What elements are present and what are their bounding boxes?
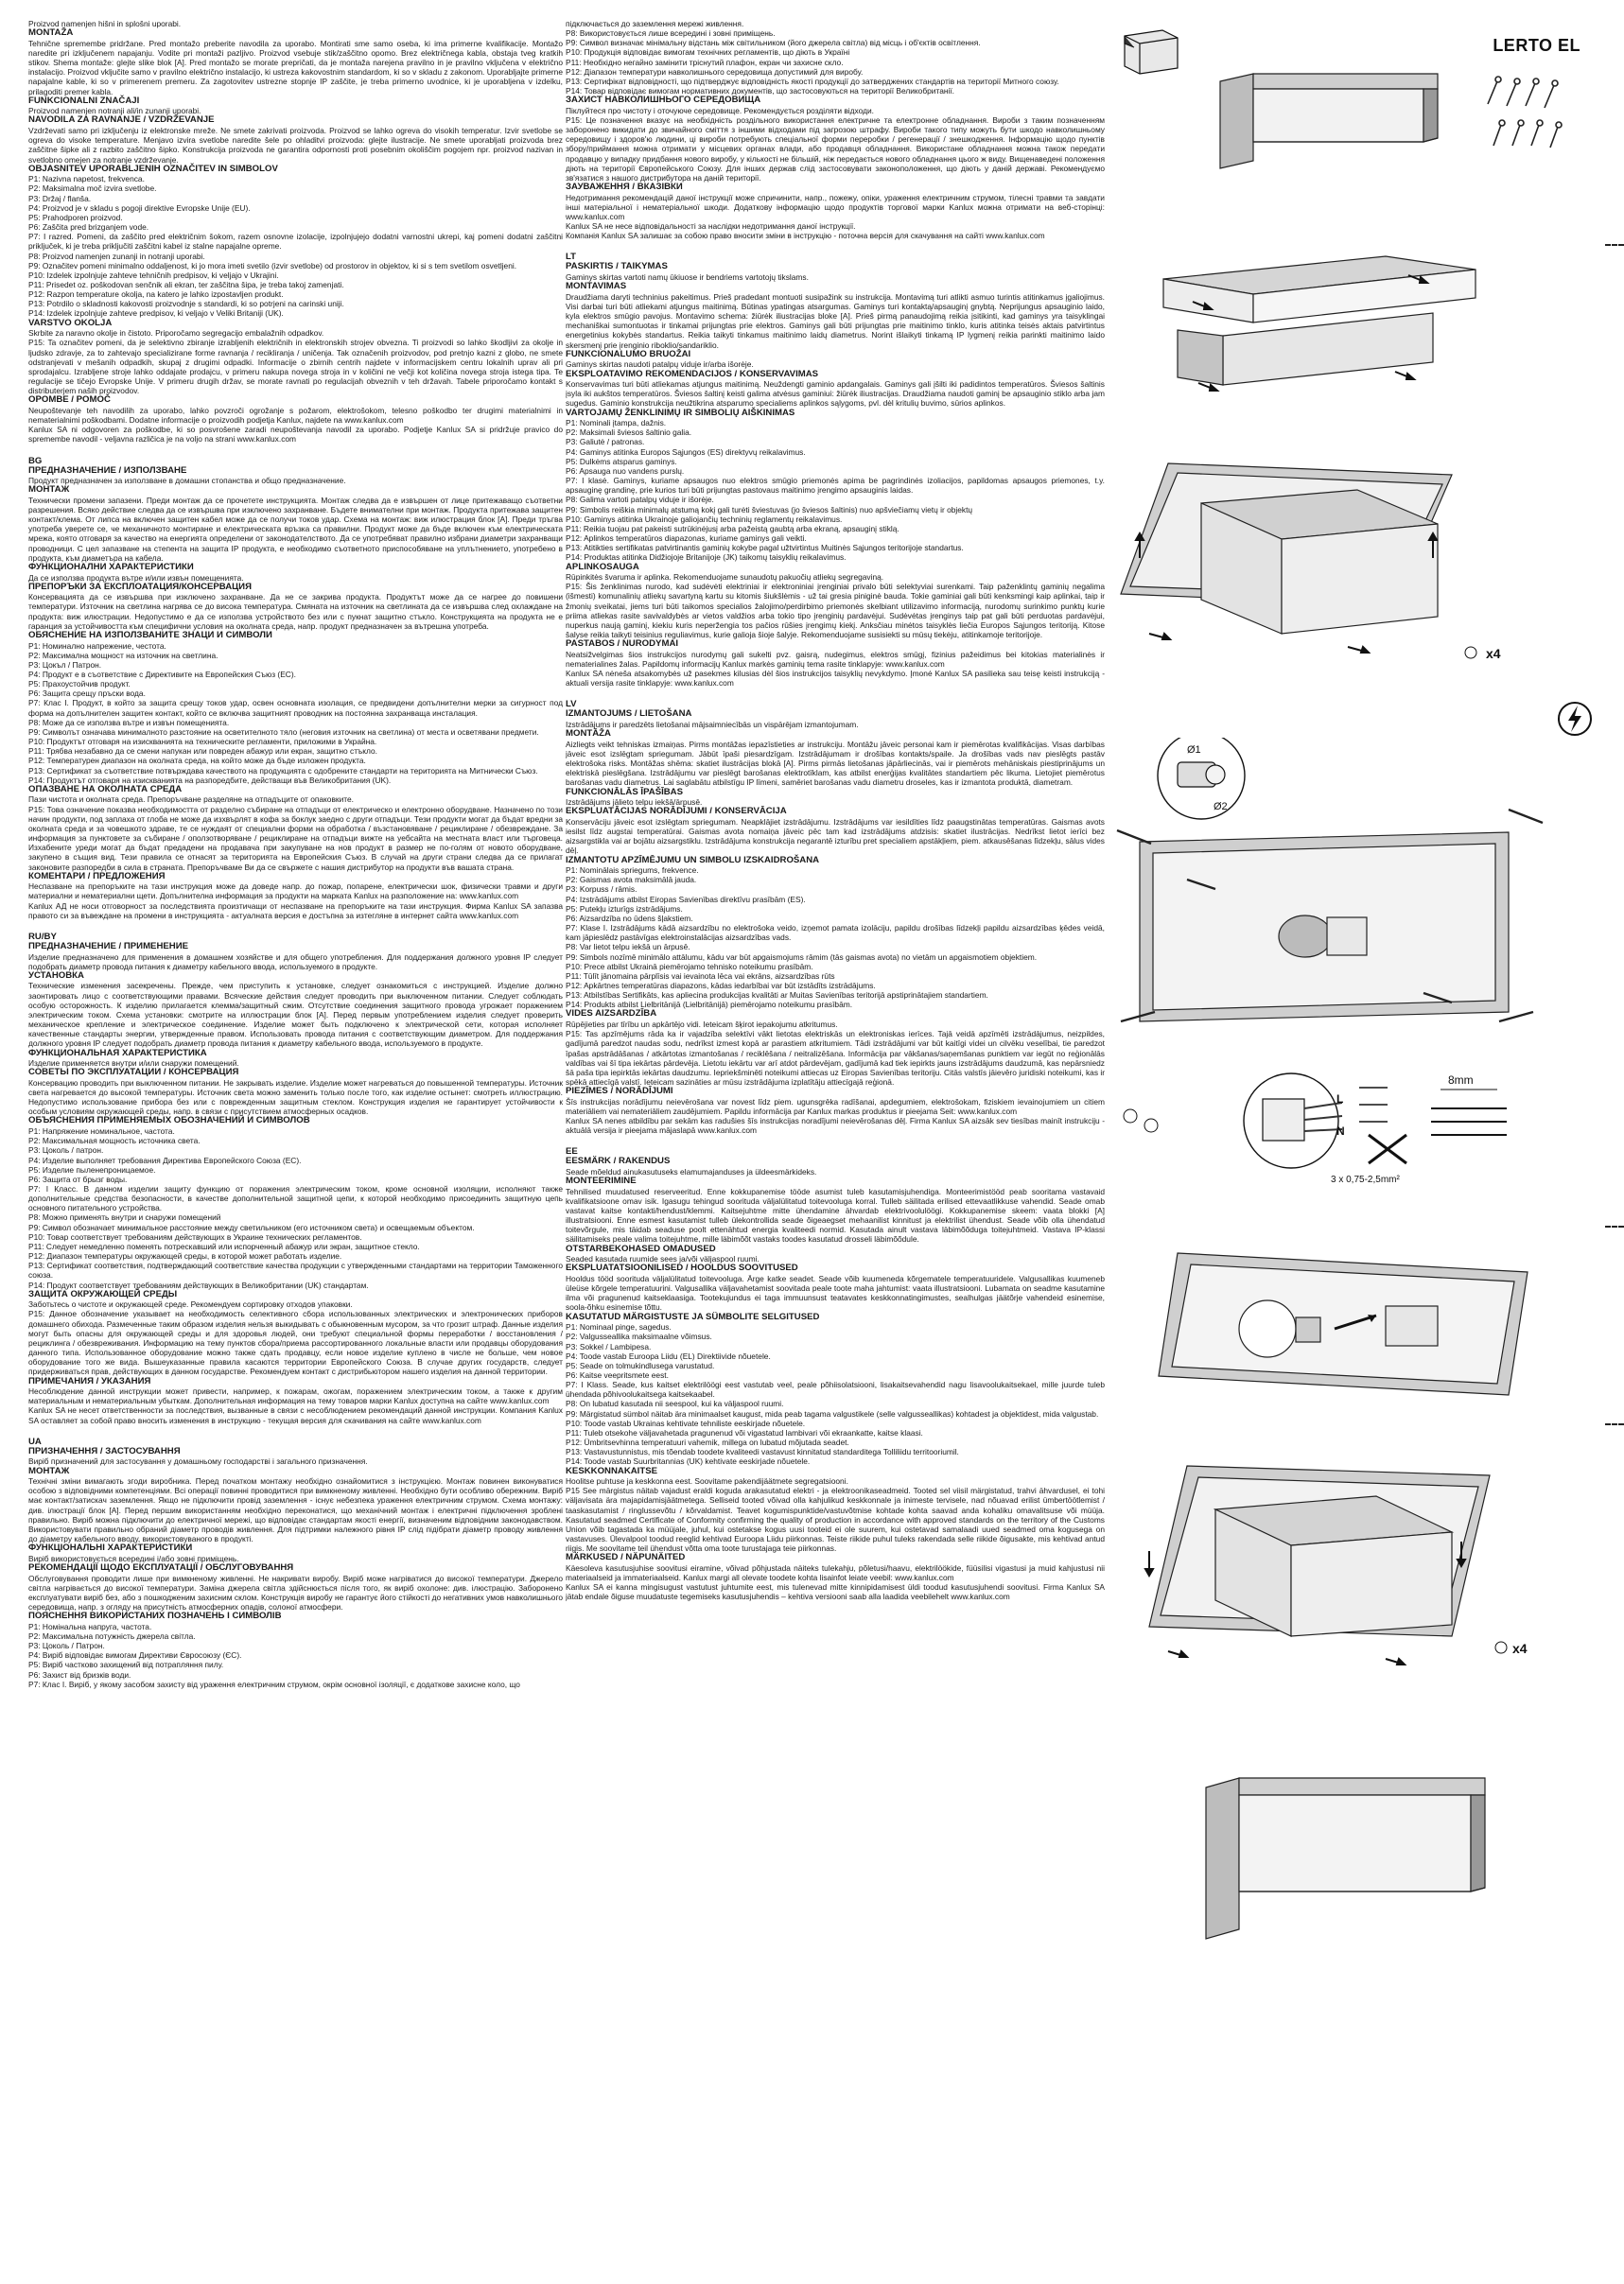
section-heading: KASUTATUD MÄRGISTUSTE JA SÜMBOLITE SELGITUSED: [566, 1311, 820, 1322]
section-heading: PASKIRTIS / TAIKYMAS: [566, 261, 668, 272]
section-heading: KESKKONNAKAITSE: [566, 1465, 658, 1476]
product-box-icon: [1125, 30, 1178, 74]
section-body: Izstrādājums ir paredzēts lietošanai mājsaimniecībās un vispārējam izmantojumam.: [566, 720, 859, 729]
section-body: Изделие применяется внутри и/или снаружи помещений.: [28, 1058, 239, 1069]
instruction-section: [28, 1377, 563, 1425]
section-heading: ФУНКЦИОНАЛЬНАЯ ХАРАКТЕРИСТИКА: [28, 1047, 207, 1058]
section-heading: IZMANTOJUMS / LIETOŠANA: [566, 708, 692, 720]
section-body: Rūpinkitės švaruma ir aplinka. Rekomenduojame sunaudotų pakuočių atliekų segregaviną. P15: Šis ženklinimas nurodo, kad sudėvėti elektriniai ir elektroniniai įrenginiai privalo būti selektyviai surenkami. Taip paženklintų gaminių negalima (išmesti) komunalinių atliekų savartyną kartu su kitomis šiukšlėmis - už tai gresia piniginė bauda. Tokie gaminiai gali būti kenksmingi kaip aplinkai, taip ir žmonių sveikatai, jiems turi būti taikomos specialios žalojimo/perdirbimo priemonės skelbiant utilizavimo informaciją, nurodomų surinkimo punktų kurie priima atliekas rasite savivaldybės ar vietos valdžios arba tokio tipo įrenginių pardavėjui. Sudėvėtas įrenginys taip pat gali būti perduotas pardavėjui, nuperkus naują gaminį, kiekiu kuris neperžengia tos pačios rūšies įrengimų kiekį. Anksčiau minėtos taisyklės liečia Europos Sąjungos teritoriją. Kitose šalyse reikia taikyti teisinius reguliavimus, kurie galioja šioje šalyje. Rekomenduojame susisiekti su mūsų tiekėju, atitinkamoje teritorijoje.: [566, 572, 1105, 640]
gland-diameter-1: Ø1: [1187, 744, 1201, 756]
language-code: LV: [566, 699, 577, 710]
diffuser-removal-figure: [1111, 445, 1624, 671]
instruction-section: [28, 319, 563, 396]
section-heading: EKSPLOATAVIMO REKOMENDACIJOS / KONSERVAVIMAS: [566, 368, 819, 379]
section-heading: ПОЯСНЕННЯ ВИКОРИСТАНИХ ПОЗНАЧЕНЬ І СИМВОЛІВ: [28, 1611, 282, 1622]
terminal-neutral-label: N: [1336, 1125, 1345, 1138]
instruction-section: [566, 370, 1105, 409]
instruction-section: [566, 563, 1105, 640]
section-heading: ОБЪЯСНЕНИЯ ПРИМЕНЯЕМЫХ ОБОЗНАЧЕНИЙ И СИМВОЛОВ: [28, 1115, 310, 1126]
instruction-section: [28, 971, 563, 1049]
section-body: Виріб використовується всередині і/або зовні приміщень.: [28, 1553, 239, 1563]
section-heading: MONTEERIMINE: [566, 1176, 637, 1187]
screw-count-label: x4: [1486, 646, 1501, 661]
section-body: Технические изменения засекречены. Прежде, чем приступить к установке, следует ознакомиться с инструкцией. Изделие должно заонтировать лицо с соответствующими правами. Всяческие действия следует проводить при выключенном питании. Следует соблюдать особую осторожность. К изделию прилагается клемма/защитный сжим. Отсутствие соединения защитного провода угрожает поражением электрическим током. Схема установки: смотрите на иллюстрации блок [A]. Перед первым употреблением изделия следует проверить механическое крепление и электрическое соединение. Изделие может быть подключено к электрической сети, которая исполняет качественные стандарты энергии, утвержденные правом. Использовать провода питания с соответствующим диаметром. Для поддержания должного уровня IP следует подобрать диаметр провода питания к диаметру кабельного ввода, используемого в продукте.: [28, 981, 563, 1049]
section-body: Изделие предназначено для применения в домашнем хозяйстве и для общего употребления. Для поддержания должного уровня IP следует подобрать диаметр провода питания к диаметру кабельного ввода, используемого в продукте.: [28, 951, 563, 971]
section-body: P1: Nominali įtampa, dažnis. P2: Maksimali šviesos šaltinio galia. P3: Galiutė / patronas. P4: Gaminys atitinka Europos Sąjungos (ES) direktyvų reikalavimus. P5: Dulkėms atsparus gaminys. P6: Apsauga nuo vandens purslų. P7: I klasė. Gaminys, kuriame apsaugos nuo elektros smūgio priemonės apima be pagrindinės izoliacijos, papildomas apsaugos priemones, t.y. apsauginę grandinę, prie kurios turi būti prijungtas pastovaus maitinimo įrengimo apsauginis laidas. P8: Galima vartoti patalpų viduje ir išorėje. P9: Simbolis reiškia minimalų atstumą kokį gali turėti šviestuvas (jo šviesos šaltinis) nuo apšviečiamų vietų ir objektų P10: Gaminys atitinka Ukrainoje galiojančių techninių reglamentų reikalavimus. P11: Reikia tuojau pat pakeisti sutrūkinėjusį arba pažeistą gaubtą arba ekraną, apsauginį stiklą. P12: Aplinkos temperatūros diapazonas, kuriame gaminys gali veikti. P13: Atitikties sertifikatas patvirtinantis gaminių kokybe pagal užtvirtintus Muitinės Sąjungos teritorijoje standartus. P14: Produktas atitinka Didžiojoje Britanijoje (JK) taikomų taisyklių reikalavimus.: [566, 418, 1105, 563]
section-body: Vzdrževati samo pri izključenju iz elektronske mreže. Ne smete zakrivati proizvoda. Proizvod se lahko ogreva do visokih temperatur. Izvir svetlobe se ogreva do visoke temperature. Menjavo izvira svetlobe naredite šele po ohladitvi proizvoda: glejte ilustracije. Ne smete uporabljati proizvoda brez zaščitne šipke ali z razbito zaščitno šipko. Konstrukcija proizvoda ne garantira odpornosti proti posebnim okoliščim pogojem npr. proizvod nazivan in svetlobno omejen za notranje vzdrževanje.: [28, 126, 563, 165]
section-body: Консервацията да се извършва при изключено захранване. Да не се закрива продукта. Продуктът може да се нагрее до повишени температури. Източник на светлина нагрява се до висока температура. Смяната на източник на светлината да се извършва след охлаждане на продукта: виж илюстрации. Недопустимо е да се използва устройството без или с пукнат защитно стъкло. Конструкцията на продукта не е гаранция за устойчивостта към специфични условия на околната среда, напр. продукт предназначен за вътрешна употреба.: [28, 592, 563, 631]
section-heading: PIEZĪMES / NORĀDĪJUMI: [566, 1086, 673, 1097]
section-body: P1: Nominaal pinge, sagedus. P2: Valgusseallika maksimaalne võimsus. P3: Sokkel / Lambipesa. P4: Toode vastab Euroopa Liidu (EL) Direktiivide nõuetele. P5: Seade on tolmukindlusega varustatud. P6: Kaitse veepritsmete eest. P7: I Klass. Seade, kus kaitset elektrilöögi eest vastutab veel, peale põhiisolatsiooni, lisakaitsevahendid nagu lisavoolukaitsekael, mille juurde tuleb ühendada põhivoolukaitsega kaitsekaabel. P8: On lubatud kasutada nii seespool, kui ka väljaspool ruumi. P9: Märgistatud sümbol näitab ära minimaalset kaugust, mida peab tagama valgustikele (selle valgusseallikas) kohtadest ja objektidest, mida valgustab. P10: Toode vastab Ukrainas kehtivate tehniliste eeskirjade nõuetele. P11: Tuleb otsekohe väljavahetada pragunenud või vigastatud lambivari või ekraankatte, kaitse klaasi. P12: Ümbritsevhinna temperatuuri vahemik, millega on lubatud mõjutada seadet. P13: Vastavustunnistus, mis tõendab toodete kvaliteedi vastavust kinnitatud standarditega Tolliliidu territooriumil. P14: Toode vastab Suurbritannias (UK) kehtivate eeskirjade nõuetele.: [566, 1322, 1105, 1467]
illustration-column: [1111, 0, 1624, 2284]
instruction-section: [28, 583, 563, 631]
bulb-icons: [1124, 1109, 1158, 1132]
instruction-section: [566, 788, 1105, 808]
instruction-section: [28, 1447, 563, 1467]
section-body: Konservāciju jāveic esot izslēgtam spriegumam. Neapklājiet izstrādājumu. Izstrādājums var iesildīties līdz paaugstinātas temperatūras. Gaismas avots iesilst līdz augstai temperatūrai. Gaismas avota nomaiņa jāveic pēc tam kad izstrādājums atdzisis: skatiet ilustrācijas. Nedrīkst lietot ierīci bez aizsargstikla vai ar bojātu aizsargstiklu. Izstrādājuma konstrukcija negarantē izturību pret specialiem apstākļiem, piem. atkausēšanas līdzekļu, sālus vides dēļ.: [566, 816, 1105, 856]
section-heading: OPOMBE / POMOČ: [28, 394, 111, 406]
section-heading: СОВЕТЫ ПО ЭКСПЛУАТАЦИИ / КОНСЕРВАЦИЯ: [28, 1067, 239, 1078]
cable-spec-label: 3 x 0,75-2,5mm²: [1331, 1175, 1400, 1185]
instruction-section: [566, 1264, 1105, 1312]
section-body: Draudžiama daryti techninius pakeitimus. Prieš pradedant montuoti susipažink su instrukcija. Montavimą turi atlikti asmuo turintis atitinkamus įgaliojimus. Visi darbai turi būti atliekami atjungus maitinimą. Būtinas ypatingas atsargumas. Gaminys turi kontaktą/apsauginį gnybtą. Neprijungus apsauginio laido, kyla elektros smūgio pavojus. Montavimo schema: žiūrėk iliustracijas bloke [A]. Prieš pirmą panaudojimą reikia įsitikinti, kad gaminys yra taisyklingai mechaniškai sumontuotas ir tinkamai prijungtas prie elektros. Gaminys gali būti prijungtas prie maitinimo tinklo, kuris atitinka teisės aktais patvirtintus energetinius kokybės standartus. Reikia taikyti tinkamus maitinimo laidų diametrus. Norint išlaikyti tinkamą IP lygmenį reikia parinkti maitinimo laido skersmenį prie įrenginio riboklio/sandariklio.: [566, 291, 1105, 350]
instruction-section: [566, 282, 1105, 350]
instruction-section: [566, 1245, 1105, 1264]
instruction-section: [566, 1177, 1105, 1245]
instruction-section: [28, 485, 563, 563]
section-heading: OTSTARBEKOHASED OMADUSED: [566, 1243, 716, 1254]
section-body: Заботьтесь о чистоте и окружающей среде. Рекомендуем сортировку отходов упаковки. P15: Данное обозначение указывает на необходимость селективного сбора использованных электрических и электронических приборов домашнего обихода. Размеченные таким образом изделия нельзя выкидывать с обыкновенным мусором, за что грозит штраф. Данные изделия могут быть опасны для окружающей среды и для здоровья людей, они требуют специальной формы переработки / восстановления / рециклинга / обезвреживания. Информацию на тему пунктов сбора/приема рассортированного локальные власти или продавцы оборудования данного типа. Использованное оборудование можно также сдать продавцу, если новое изделие куплено в числе не больше, чем новое оборудование того же вида. Вышеуказанные правила касаются территории Европейского Союза. В случае других государств, следует придерживаться прав, действующих в данном государстве. Рекомендуем контакт с дистрибьютором нашего изделия на данной территории.: [28, 1299, 563, 1377]
section-heading: NAVODILA ZA RAVNANJE / VZDRŽEVANJE: [28, 114, 215, 126]
lamp-side-figure: [1220, 74, 1438, 168]
section-heading: МОНТАЖ: [28, 484, 70, 496]
section-body: Aizliegts veikt tehniskas izmaiņas. Pirms montāžas iepazīstieties ar instrukciju. Montāžu jāveic personai kam ir piemērotas kvalifikācijas. Visas darbības jāveic esot izslēgtam spriegumam. Jābūt īpaši piesardzīgam. Izstrādājumam ir drošības kontakts/spaile. Ja drošības vads nav pieslēgts pastāv elektrošoka risks. Montāžas shēma: skatiet ilustrācijas blokā [A]. Pirms pirmās lietošanas jāpārliecinās, vai ir piemērots mehāniskais piestiprinājums un elektriskā pieslēgšana. Izstrādājumu var pieslēgt barošanas elektrotīklam, kas atbilst enerģijas kvalitātes standartiem pēc likuma. Lietojiet piemērotus barošanas vadu diametrus. Lai saglabātu atbilstīgu IP līmeni, samēriet barošanas vadu diametru droseles, kas ir izmantota produktā, diametram.: [566, 739, 1105, 788]
section-body: Недотримання рекомендацій даної інструкції може спричинити, напр., пожежу, опіки, ураження електричним струмом, тілесні травми та завдати інші матеріальної і нематеріальної шкоди. Додаткову інформацію щодо продуктів торгової марки Kanlux можна отримати на веб-сторінці: www.kanlux.com Kanlux SA не несе відповідальності за наслідки недотримання даної інструкції. Компанія Kanlux SA залишає за собою право вносити зміни в інструкцію - поточна версія для скачування на сайті www.kanlux.com: [566, 192, 1105, 241]
section-heading: ПРИМЕЧАНИЯ / УКАЗАНИЯ: [28, 1375, 151, 1386]
instruction-section: [566, 19, 1105, 96]
instruction-section: [28, 942, 563, 971]
section-heading: ПРЕДНАЗНАЧЕНИЕ / ИЗПОЛЗВАНЕ: [28, 464, 187, 476]
instruction-section: [566, 709, 1105, 729]
instruction-section: [566, 807, 1105, 855]
instruction-section: [28, 28, 563, 96]
instruction-section: [566, 1313, 1105, 1467]
section-body: Izstrādājums jālieto telpu iekšā/ārpusē.: [566, 797, 703, 808]
instruction-section: [566, 183, 1105, 240]
screws-icon: [1488, 77, 1562, 148]
section-body: P1: Nazivna napetost, frekvenca. P2: Maksimalna moč izvira svetlobe. P3: Držaj / flanša. P4: Proizvod je v skladu s pogoji direktive Evropske Unije (EU). P5: Prahodporen proizvod. P6: Zaščita pred brizganjem vode. P7: I razred. Pomeni, da zaščito pred električnim šokom, razem osnovne izolacije, izpolnjujejo dodatni varnostni ukrepi, kaj pomeni dodatni zaščitni priključek, ki je treba priključiti zaščitni kabel iz stalne napajalne opreme. P8: Proizvod namenjen zunanji in notranji uporabi. P9: Označitev pomeni minimalno oddaljenost, ki jo mora imeti svetilo (izvir svetlobe) od prostorov in objektov, ki si s tem svetilom osvetljeni. P10: Izdelek izpolnjuje zahteve tehničnih predpisov, ki veljajo v Ukrajini. P11: Prisedet oz. poškodovan senčnik ali ekran, ter zaščitna šipa, je treba takoj zamenjati. P12: Razpon temperature okolja, na katero je lahko izpostavljen produkt. P13: Potrdilo o skladnosti kakovosti proizvodnje s standardi, ki so potrjeni na carinski uniji. P14: Izdelek izpolnjuje zahteve predpisov, ki veljajo v Veliki Britaniji (UK).: [28, 174, 563, 319]
section-heading: APLINKOSAUGA: [566, 561, 639, 572]
section-heading: VARSTVO OKOLJA: [28, 317, 113, 328]
instruction-section: [28, 165, 563, 319]
section-body: Konservavimas turi būti atliekamas atjungus maitinimą. Neuždengti gaminio apdangalais. Gaminys gali įšilti iki padidintos temperatūros. Šviesos šaltinis įsyla iki aukštos temperatūros. Šviesos šaltinį keisti galima atvėsus gaminiui: žiūrėk iliustracijas. Draudžiama naudoti gaminį be apsauginio stiklo arba jam sugedus. Gaminio konstrukcija neužtikrina atsparumo specialiems aplinkos sąlygoms, pvl. dėl kritulių buvimo, sūrios aplinkos.: [566, 379, 1105, 409]
section-heading: EESMÄRK / RAKENDUS: [566, 1156, 671, 1167]
section-body: Несоблюдение данной инструкции может привести, например, к пожарам, ожогам, поражением электрическим током, а также к другим материальным и нематериальным убыткам. Дополнительная информация на тему товаров марки Kanlux доступна на сайте www.kanlux.com Kanlux SA не несет ответственности за последствия, вызванные в связи с несоблюдением рекомендаций данной инструкции. Компания Kanlux SA оставляет за собой право вносить изменения в инструкцию - текущая версия для скачивания на сайте www.kanlux.com: [28, 1386, 563, 1425]
instruction-section: [28, 96, 563, 116]
section-body: Seade mõeldud ainukasutuseks elamumajanduses ja üldeesmärkideks.: [566, 1166, 817, 1177]
fold-line: [1605, 1226, 1624, 1228]
fold-line: [1605, 1423, 1624, 1425]
instruction-section: [28, 563, 563, 583]
section-heading: VARTOJAMŲ ŽENKLINIMŲ IR SIMBOLIŲ AIŠKINIMAS: [566, 407, 795, 418]
section-heading: ПРЕПОРЪКИ ЗА ЕКСПЛОАТАЦИЯ/КОНСЕРВАЦИЯ: [28, 581, 252, 592]
section-body: Консервацию проводить при выключенном питании. Не закрывать изделие. Изделие может нагреваться до повышенной температуры. Источник света нагревается до высокой температуры. Источник света можно заменить только после того, как изделие остынет: смотреть иллюстрацию. Недопустимо использование прибора без или с поврежденным защитным стеклом. Конструкция изделия не гарантирует устойчивости к особым условиям окружающей среды, напр. в связи с присутствием атмосферных осадков.: [28, 1077, 563, 1117]
section-heading: ФУНКЦИОНАЛНИ ХАРАКТЕРИСТИКИ: [28, 561, 194, 572]
section-heading: ЗАЩИТА ОКРУЖАЮЩЕЙ СРЕДЫ: [28, 1288, 178, 1299]
instruction-section: [28, 1290, 563, 1377]
section-heading: MONTAŽA: [28, 27, 74, 39]
section-body: Rūpējieties par tīrību un apkārtējo vidi. Ieteicam šķirot iepakojumu atkritumus. P15: Tas apzīmējums rāda ka ir vajadzība selektīvi vākt lietotas elektriskās un elektroniskas ierīces. Tajā veidā apzīmēti izstrādājumus, neizpildes, gadījumā paredzot naudas sodu, nedrīkst izmest kopā ar parastiem atkritumiem. Tādi izstrādājumi var būt kaitīgi videi un cilvēku veselībai, tie paredzot īpašas apstrādāšanas / atkārtotas izmantošanas / reciklēšana / neitralizēšana. Informācija par vākšanas/saņemšanas punktiem var iegūt no reģionālās valdības vai šī tipa iekārtas pārdevēja. Lietotu iekārtu var arī atdot pārdevējam, gadījumā kad tiek iepirkts jauns izstrādājums daudzumā, kas nepārsniedz šā paša tipa iepirktās iekārtas daudzumu. Iepriekšminēti noteikumi attiecas uz Eiropas Savienības teritoriju. Citās valstīs jāievēro juridiski noteikumi, kas ir spēkā attiecīgā valstī. Ieteicam sazināties ar mūsu izstrādājuma izplatītāju attiecīgajā reģionā.: [566, 1020, 1105, 1087]
section-heading: ЗАХИСТ НАВКОЛИШНЬОГО СЕРЕДОВИЩА: [566, 95, 761, 106]
section-body: Технически промени запазени. Преди монтаж да се прочетете инструкцията. Монтаж следва да е извършен от лице притежаващо съответни разрешения. Всяко действие следва да се извършва при изключено захранване. Бъдете внимателни при монтаж. Продукта притежава защитен контакт/клема. От липса на включен защитен кабел може да се получи токов удар. Схема на монтаж: виж илюстрация блок [A]. Преди тръгва употреба уверете се, че механичното монтиране и електрическата връзка са правилни. Продукт може да бъде включен към електрическата мрежа, която отговаря за качество на енергията определени от законодателството. Да се употребяват правилно избрани диаметри захранващи проводници. С цел запазване на степента на защита IP продукта, е необходимо съответното приспособяване на уплътнението, употребено в продукта, към диаметъра на кабела.: [28, 495, 563, 563]
section-body: Seaded kasutada ruumide sees ja/või väljaspool ruumi.: [566, 1254, 760, 1264]
section-body: P1: Номінальна напруга, частота. P2: Максимальна потужність джерела світла. P3: Цоколь / Патрон. P4: Виріб відповідає вимогам Директиви Євросоюзу (ЄС). P5: Виріб частково захищений від потрапляння пилу. P6: Захист від бризків води. P7: Клас I. Виріб, у якому засобом захисту від ураження електричним струмом, окрім основної ізоляції, є додаткове захисне коло, що: [28, 1621, 520, 1689]
instruction-section: [28, 1467, 563, 1544]
section-body: Hooldus tööd soorituda väljalülitatud toitevooluga. Ärge katke seadet. Seade võib kuumeneda kõrgematele temperatuuridele. Valgusallikas kuumeneb üleüse kõrgele temperatuurini. Valgusallika väljavahetamist soovitada peale toote maha jahtumist: vaata illustratsiooni. Lubamata on seadme kasutamine ilma või pragunenud kaitseklaasiga. Tootekujundus ei taga immuunsust teatavates keskkonnatingimustes, sealhulgas jäätõrje vahendeid esinemise, soola-õhku esinemise tõttu.: [566, 1273, 1105, 1313]
section-heading: КОМЕНТАРИ / ПРЕДЛОЖЕНИЯ: [28, 870, 166, 881]
section-body: Neatsižvelgimas šios instrukcijos nurodymų gali sukelti pvz. gaisrą, nudegimus, elektros smūgį, fizinius pažeidimus bei kitokias materialinės ir nematerialines žalas. Papildomų informacijų Kanlux markės gaminių tema rasite tinklapyje: www.kanlux.com Kanlux SA nėneša atsakomybės už pasekmes kilusias dėl šios instrukcijos taisyklių nevykdymo. Įmonė Kanlux SA pasilieka sau teisę keisti instrukciją - aktuali versija rasite tinklapyje: www.kanlux.com: [566, 649, 1105, 689]
instruction-section: [566, 1553, 1105, 1601]
section-body: Піклуйтеся про чистоту і оточуюче середовище. Рекомендується розділяти відходи. P15: Це позначення вказує на необхідність роздільного використання електричне та електронне обладнання. Вироби з таким позначенням заборонено викидати до звичайного сміття з іншими відходами під загрозою штрафу. Вироби такого типу можуть бути шкодо навколишньому середовищу і здоров'ю людини, ці вироби потребують спеціальної форми переробки / регенерації / знешкодження. Інформацію щодо пунктів збору/приймання можна отримати у місцевих органах влади, або продавця обладнання. Використане обладнання можна також передати продавцю у випадку придбання нового виробу, у кількості не більшій, ніж передається нового обладнання цього ж виду. Вищенаведені положення діють на території Європейського Союзу. Для інших держав слід застосовувати законоположення, що діють у даній державі. Рекомендуємо зв'язатися з нашого дистрибутора на даній території.: [566, 105, 1105, 183]
section-body: Да се използва продукта вътре и/или извън помещенията.: [28, 572, 244, 583]
instruction-section: [566, 262, 1105, 282]
instruction-section: [28, 19, 563, 28]
section-body: Tehnične spremembe pridržane. Pred montažo preberite navodila za uporabo. Montirati sme samo oseba, ki ima primerne kvalifikacije. Montažo naredite pri izključenem napajanju. Vodite pri montaži pazljivo. Proizvod vsebuje stik/zaščitno opomo. Brez električnega kabla, obstaja tveg kratkih stikov. Shema montaže: glejte slike blok [A]. Pred montažo se morate prepričati, da je montaža narejena pravilno in je pravilno vključena v električno instalacijo. Proizvod vključite samo v pravilno električno instalacijo, ki ustreza kakovostnim standardom, ki so v skladu z zakonom. Uporabljajte primerne napajalne kable, ki so v primerenem premeru. Za zagotovitev ustrezne stopnje IP zaščite, je treba primerno uvodnice, ki je uporabljena v izdelku, prilagoditi premer kabla.: [28, 38, 563, 96]
wiring-figure: [1111, 738, 1624, 1211]
section-heading: ОПАЗВАНЕ НА ОКОЛНАТА СРЕДА: [28, 783, 183, 794]
section-heading: MONTAVIMAS: [566, 281, 627, 292]
section-heading: ПРЕДНАЗНАЧЕНИЕ / ПРИМЕНЕНИЕ: [28, 940, 189, 951]
section-heading: FUNKCIONALUMO BRUOŽAI: [566, 348, 691, 359]
section-heading: EKSPLUATATSIOONILISED / HOOLDUS SOOVITUSED: [566, 1263, 798, 1274]
section-body: Технічні зміни вимагають згоди виробника. Перед початком монтажу необхідно ознайомитися з інструкцією. Монтаж повинен виконуватися особою з відповідними компетенціями. Всі операції повинні проводитися при вимкненому живленні. Необхідно бути особливо обережним. Виріб має контакт/затискач заземлення. Якщо не підключити провід заземлення - існує небезпека ураження електричним струмом. Схема монтажу: див. ілюстрації блок [A]. Перед першим використанням необхідно переконатися, що механічний монтаж і електричні підключення зроблені правильно. Виріб можна підключити до електричної мережі, що відповідає стандартам якості енергії, визначеним відповідним законодавством. Використовувати правильно обраний діаметр проводів живлення. Для підтримки належного рівня IP слід підібрати діаметр проводу живлення до діаметру кабельного вводу, використовуваного в продукті.: [28, 1476, 563, 1544]
section-heading: IZMANTOTU APZĪMĒJUMU UN SIMBOLU IZSKAIDROŠANA: [566, 854, 820, 865]
disassembly-figure: [1111, 251, 1624, 402]
section-heading: EKSPLUATĀCIJAS NORĀDĪJUMI / KONSERVĀCIJA: [566, 806, 787, 817]
section-body: P1: Nominālais spriegums, frekvence. P2: Gaismas avota maksimālā jauda. P3: Korpuss / rāmis. P4: Izstrādājums atbilst Eiropas Savienības direktīvu prasībām (ES). P5: Putekļu izturīgs izstrādājums. P6: Aizsardzība no ūdens šļakstiem. P7: Klase I. Izstrādājums kādā aizsardzību no elektrošoka veido, izņemot pamata izolāciju, papildu drošības līdzekļi papildu aizsardzības ķēdes veidā, kam jāpieslēdz pastāvīgas elektroinstalācijas aizsardzības vads. P8: Var lietot telpu iekšā un ārpusē. P9: Simbols nozīmē minimālo attālumu, kādu var būt apgaismojums rāmim (tās gaismas avota) no vietām un apgaismotiem objektiem. P10: Prece atbilst Ukrainā piemērojamo tehnisko noteikumu prasībām. P11: Tūlīt jānomaina pārplīsis vai ievainota lēca vai ekrāns, aizsardzības rūts P12: Apkārtnes temperatūras diapazons, kādas iedarbībai var būt izstādīts izstrādājums. P13: Atbilstības Sertifikāts, kas apliecina produkcijas kvalitāti ar Muitas Savienības teritorijā apstiprinātajiem standartiem. P14: Produkts atbilst Lielbritānijā (Lielbritānijā) piemērojamo noteikumu prasībām.: [566, 865, 1105, 1010]
section-body: Gaminys skirtas naudoti patalpų viduje ir/arba išorėje.: [566, 359, 754, 370]
section-heading: PASTABOS / NURODYMAI: [566, 638, 679, 650]
instruction-section: [28, 1543, 563, 1563]
instruction-section: [566, 639, 1105, 688]
package-contents-figure: [1111, 19, 1624, 170]
section-body: P1: Номинално напрежение, честота. P2: Максимална мощност на източник на светлина. P3: Цокъл / Патрон. P4: Продукт е в съответствие с Директивите на Европейския Съюз (ЕС). P5: Прахоустойчив продукт. P6: Защита срещу пръски вода. P7: Клас I. Продукт, в който за защита срещу токов удар, освен основната изолация, се предвидени допълнителни мерки за сигурност под форма на допълнителен защитен контакт, който се включва защитният проводник на постоянна захранваща инсталация. P8: Може да се използва вътре и извън помещенията. P9: Символът означава минималното разстояние на осветителното тяло (неговия източник на светлина) от места и осветявани предмети. P10: Продуктът отговаря на изискванията на техническите регламенти, приложими в Украйна. P11: Трябва незабавно да се смени напукан или повреден абажур или екран, защитно стъкло. P12: Температурен диапазон на околната среда, на който може да бъде изложен продукта. P13: Сертификат за съответствие потвърждава качеството на продукцията с одобрените стандарти на територията на Митнически Съюз. P14: Продуктът отговаря на изискванията на разпоредбите, действащи във Великобритания (UK).: [28, 640, 563, 785]
section-body: P1: Напряжение номинальное, частота. P2: Максимальная мощность источника света. P3: Цоколь / патрон. P4: Изделие выполняет требования Директива Европейского Союза (ЕС). P5: Изделие пыленепроницаемое. P6: Защита от брызг воды. P7: I Класс. В данном изделии защиту функцию от поражения электрическим током, кроме основной изоляции, исполняют также дополнительные средства безопасности, в качестве дополнительной защитной цепи, к которой необходимо присоединить защитную цепь основного питательного устройства. P8: Можно применять внутри и снаружи помещений P9: Символ обозначает минимальное расстояние между светильником (его источником света) и освещаемым объектом. P10: Товар соответствует требованиям действующих в Украине технических регламентов. P11: Следует немедленно поменять потрескавший или испорченный абажур или экран, защитное стекло. P12: Диапазон температуры окружающей среды, в которой может работать изделие. P13: Сертификат соответствия, подтверждающий соответствие качества продукции с утвержденными стандартами на территории Таможенного союза. P14: Продукт соответствует требованиям действующих в Великобритании (UK) стандартам.: [28, 1126, 563, 1290]
section-heading: МОНТАЖ: [28, 1465, 70, 1476]
section-body: підключається до заземлення мережі живлення. P8: Використовується лише всередині і зовні приміщень. P9: Символ визначає мінімальну відстань між світильником (його джерела світла) від місць і об'єктів освітлення. P10: Продукція відповідає вимогам технічних регламентів, що діють в Україні P11: Необхідно негайно замінити тріснутий плафон, екран чи захисне скло. P12: Діапазон температури навколишнього середовища допустимий для виробу. P13: Сертифікат відповідності, що підтверджує відповідність якості продукції до затверджених стандартів на території Митного союзу. P14: Товар відповідає вимогам нормативних документів, що застосовуються на території Великобританії.: [566, 19, 1059, 96]
instruction-section: [566, 1087, 1105, 1135]
bulb-replacement-figure: [1111, 1234, 1624, 1414]
instruction-section: [566, 1467, 1105, 1554]
section-body: Skrbite za naravno okolje in čistoto. Priporočamo segregacijo embalažnih odpadkov. P15: Ta označitev pomeni, da je selektivno zbiranje izrabljenih električnih in elektronskih strojev obvezna. Ti proizvodi so lahko škodljivi za okolje in ljudsko zdravje, za to zahtevajo specializirane forme ravnanja / recikliranja / uničenja. Tak označenih proizvodov, pod pretnjo kazni z globo, ne smete odstranjevati v mešanih odpadkih, skupaj z drugimi odpadki. Informacije o zbirnih centrih najdete v informacijskem centru lokalnih uprav ali pri sprodajalcu. Izrabljene stroje lahko oddajate prodajcu, v primeru nakupa novega stroja in v količini ne večji kot količina novega stroja istega tipa. Te regulacije se tičejo Evropske Unije. V primeru drugih držav, se morate ravnati po regulacijah obveznih v teh državah. Tabele priporočamo kontakt s distributerjem naših proizvodov.: [28, 328, 563, 396]
instruction-section: [28, 785, 563, 872]
instruction-section: [28, 1612, 563, 1689]
language-code: UA: [28, 1436, 42, 1447]
assembled-lamp-figure: [1111, 1750, 1624, 1948]
section-heading: ФУНКЦІОНАЛЬНІ ХАРАКТЕРИСТИКИ: [28, 1543, 193, 1554]
instruction-section: [28, 1563, 563, 1612]
instruction-section: [566, 409, 1105, 563]
instruction-section: [28, 466, 563, 486]
instruction-section: [28, 872, 563, 920]
language-code: BG: [28, 455, 43, 466]
section-heading: РЕКОМЕНДАЦІЇ ЩОДО ЕКСПЛУАТАЦІЇ / ОБСЛУГОВУВАННЯ: [28, 1561, 294, 1573]
fold-line: [1605, 244, 1624, 246]
instruction-section: [28, 631, 563, 785]
section-heading: MONTĀŽA: [566, 728, 611, 740]
product-name: LERTO EL: [1493, 36, 1580, 55]
section-body: Šīs instrukcijas norādījumu neievērošana var novest līdz piem. ugunsgrēka radīšanai, apdegumiem, elektrošokam, fiziskiem ievainojumiem un citiem materiāliem vai nemateriāliem zaudējumiem. Papildu informācija par Kanlux markas produktus ir pieejama Seit: www.kanlux.com Kanlux SA nenes atbildību par sekām kas radušies šīs instrukcijas noradījumi neievērošanas dēļ. Firma Kanlux SA aizsāk sev tiesības mainīt instrukciju - aktuālā versija ir pieejama mājaslapā www.kanlux.com: [566, 1096, 1105, 1136]
instruction-section: [566, 350, 1105, 370]
text-column-left: [28, 19, 563, 2275]
instruction-section: [28, 1116, 563, 1289]
strip-length-label: 8mm: [1448, 1073, 1474, 1087]
gland-diameter-2: Ø2: [1214, 801, 1228, 812]
terminal-live-label: L: [1336, 1092, 1344, 1106]
section-body: Proizvod namenjen notranji ali/in zunanji uporabi.: [28, 106, 201, 116]
section-body: Hoolitse puhtuse ja keskkonna eest. Soovitame pakendijäätmete segregatsiooni. P15 See märgistus näitab vajadust eraldi koguda arakasutatud elektri - ja elektroonikaseadmeid. Tooted sel viisil märgistatud, trahvi ähvardusel, ei tohi väljavisata ära majapidamisjäätmetega. Selliseid tooted võivad olla kahjulikud keskkonnale ja inimeste tervisele, nad nõuavad erilist ümbertöötlemist / taaskasutamist / ringlussevõtu / kõrvaldamist. Teavet kogumispunktide/vastuvõtmise kohtade kohta saavad anda kohaliku omavalitsuse või müüja. Kasutatud seadmed Certificate of Conformity confirming the quality of production in accordance with approved standards on the territory of the Customs Union võib tagastada ka müüjale, juhul, kui ostetakse kogus uusi tooteid ei ole suurem, kui ostetavad samalaadi uued seadmed oma kogusega on vastavuses. Ülevalpool toodud reeglid kehtivad Euroopa Liidu piirkonnas. Teiste riikide puhul tuleks rakendada selle riikide õigusakte, mis kehtivad antud riigis. Me soovitame teil ühendust võtta oma toote turustajaga teie piirkonnas.: [566, 1476, 1105, 1554]
instruction-section: [28, 395, 563, 444]
section-body: Proizvod namenjen hišni in splošni uporabi.: [28, 19, 182, 28]
screw-count-label: x4: [1512, 1641, 1528, 1656]
section-heading: ОБЯСНЕНИЕ НА ИЗПОЛЗВАНИТЕ ЗНАЦИ И СИМВОЛИ: [28, 629, 272, 640]
instruction-section: [566, 1009, 1105, 1087]
instruction-section: [566, 856, 1105, 1010]
section-body: Gaminys skirtas vartoti namų ūkiuose ir bendriems vartotojų tikslams.: [566, 272, 809, 283]
section-body: Неспазване на препоръките на тази инструкция може да доведе напр. до пожар, попарене, електрически шок, физически травми и други материални и нематериални щети. Допълнителна информация за продукти на марката Kanlux на разположение на: www.kanlux.com Kanlux АД не носи отговорност за последствията произтичащи от неспазване на препоръките на тази инструкция. Фирма Kanlux SA запазва правото си за въвеждане на промени в инструкцията - актуалната версия е достъпна за изтегляне в интернет сайта www.kanlux.com: [28, 881, 563, 920]
language-code: RU/BY: [28, 931, 57, 942]
reassembly-figure: [1111, 1438, 1624, 1683]
section-heading: FUNKCIONALNI ZNAČAJI: [28, 95, 140, 106]
instruction-section: [566, 729, 1105, 787]
section-body: Продукт предназначен за използване в домашни стопанства и общо предназначение.: [28, 476, 346, 486]
section-body: Обслуговування проводити лише при вимкненому живленні. Не накривати виробу. Виріб може нагріватися до високої температури. Джерело світла нагрівається до високої температури. Заміна джерела світла здійснюється після того, як виріб охолоне: див. ілюстрацію. Заборонено експлуатувати виріб без, або з пошкодженим захисним склом. Конструкція виробу не гарантує його стійкості до негативних умов навколишнього середовища, напр. з огляду на присутність атмосферних опадів, солоної атмосфери.: [28, 1573, 563, 1613]
section-body: Виріб призначений для застосування у домашньому господарстві і загального призначення.: [28, 1456, 368, 1467]
text-column-middle: [566, 19, 1105, 2275]
language-code: LT: [566, 252, 577, 263]
section-heading: УСТАНОВКА: [28, 969, 84, 981]
instruction-section: [28, 1049, 563, 1069]
instruction-section: [566, 1157, 1105, 1177]
instruction-section: [28, 1068, 563, 1116]
section-heading: VIDES AIZSARDZĪBA: [566, 1008, 657, 1020]
section-body: Пази чистота и околната среда. Препоръчване разделяне на отпадъците от опаковките. P15: Това означение показва необходимостта от разделно събиране на отпадъци от електрическо и електронно оборудване. Назначено по този начин продукти, под заплаха от глоба не може да изхвърлят в кофа за боклук заедно с други отпадъци. Тези продукти могат да бъдат вредни за околната среда и за човешкото здраве, те се нуждаят от специални форми на обработка / възстановяване / рециклиране / обезвреждане. За информация за пунктовете за събиране / оползотворяване / рециклиране на отпадъци вижте на уебсайта на местната власт или търговеца. Изхабените уреди могат да бъдат предадени на продавача при закупуване на нов продукт в размер не по-голям от новото оборудване, закупено в същия вид. Тези правила се отнасят за територията на Европейския Съюз. В случай на други страни следва да се прилагат законовите разпоредби в сила в страната. Препоръчваме Ви да се свържете с нашия дистрибутор на продукти във вашата страна.: [28, 794, 563, 872]
section-heading: MÄRKUSED / NÄPUNÄITED: [566, 1552, 686, 1563]
section-heading: ЗАУВАЖЕННЯ / ВКАЗІВКИ: [566, 182, 683, 193]
section-body: Tehnilised muudatused reserveeritud. Enne kokkupanemise tööde asumist tuleb kasutamisjuhendiga. Monteerimistööd peab sooritama vastavaid kvalifikatsioone omav isik. Igasugu tehingud soorituda väljalülitatud toitevooluga korral. Tulleb säilitada erilised ettevaatlikkuse vahendid. Seade omab vastavat kaitse kontakti/hendust/klemmi. Kaitsejuhtme mitte ühendamine ähvardab elektrivoolulöögi. Kokkupanemise skeem: vaata blokki [A] illustratsiooni. Enne esmest kasutamist tulleb ülekontrollida seade õigeaegset mehaanilist kinnitust ja elektrilist ühendust. Seade võib olla ühendatud toitevõrgule, mis täidab seaduse poolt ettenähtud energia kvaliteedi normid. Kasutada ainult vastava läbimõõduga toitejuhtmeid. Vastava IP-klassi säilitamiseks peale valima toitejuhtme, mille läbimõõt vastaks toodes kasutatud drosseli läbimõõdule.: [566, 1186, 1105, 1245]
section-body: Neupoštevanje teh navodilih za uporabo, lahko povzroči ogrožanje s požarom, elektrošokom, telesno poškodbo ter drugimi materialnimi in nematerialnimi poškodbami. Dodatne informacije o proizvodih podjetja Kanlux, najdete na www.kanlux.com Kanlux SA ni odgovoren za poškodbe, ki so posvrošene zaradi neupoštevanja navodil za uporabo. Podjetje Kanlux SA si pridržuje pravico do spremembe navodil - veljavna različica je na voljo na strani www.kanlux.com: [28, 405, 563, 445]
section-heading: FUNKCIONĀLĀS ĪPAŠĪBAS: [566, 786, 684, 797]
electric-warning-icon: [1556, 700, 1594, 738]
section-heading: ПРИЗНАЧЕННЯ / ЗАСТОСУВАННЯ: [28, 1445, 181, 1456]
instruction-section: [566, 96, 1105, 183]
section-body: Käesoleva kasutusjuhise soovitusi eiramine, võivad põhjustada näiteks tulekahju, põletusi/haavu, elektrilöökide, füüsilisi vigastusi ja muid kahjustusi nii materiaalseid ja immateriaalseid. Kanlux margi all olevate toodete kohta lisainfot leiate veebil: www.kanlux.com Kanlux SA ei kanna mingisugust vastutust juhtumite eest, mis tulenevad mitte kinnipidamisest üldi toodud kasutusjuhendi soovitusi. Firma Kanlux SA jätab endale õiguse muudatuste tegemiseks kasutusjuhendis – kehtiva versiooni saab alla laadida veebilehelt www.kanlux.com: [566, 1562, 1105, 1602]
section-heading: OBJASNITEV UPORABLJENIH OZNAČITEV IN SIMBOLOV: [28, 163, 278, 174]
language-code: EE: [566, 1146, 578, 1158]
instruction-section: [28, 115, 563, 164]
